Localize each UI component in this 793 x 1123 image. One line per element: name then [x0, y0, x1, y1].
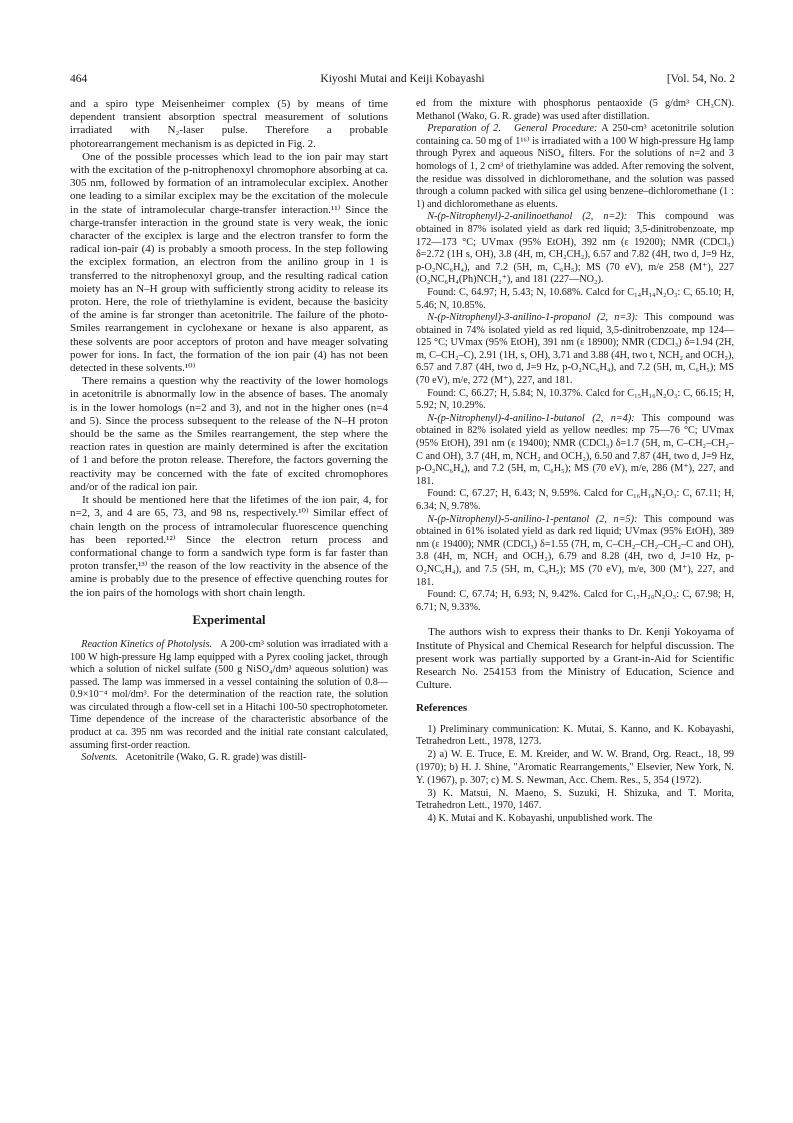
reference-item: 4) K. Mutai and K. Kobayashi, unpublished work. The — [427, 813, 653, 825]
preparation-title: Preparation of 2. — [427, 123, 501, 135]
compound-title: N-(p-Nitrophenyl)-4-anilino-1-butanol (2, n=4): — [427, 412, 635, 424]
reference-item: 1) Preliminary communication: K. Mutai, S. Kanno, and K. Kobayashi, Tetrahedron Lett., 1978, 1273. — [416, 723, 734, 748]
left-column — [70, 98, 388, 765]
paragraph: It should be mentioned here that the lifetimes of the ion pair, 4, for n=2, 3, and 4 are 65, 73, and 98 ns, respectively.¹⁰⁾ Similar effect of chain length on the process of intramolecular fluorescence quenching has been reported.¹²⁾ Since the electron return process and conformational change to form a sandwich type form is far faster than proton transfer,¹³⁾ the reason of the low reactivity in the absence of the amine is probably due to the presence of effective quenching routes for the ion pairs of the homologs with short chain length. — [70, 494, 388, 599]
volume-info: [Vol. 54, No. 2 — [666, 73, 735, 85]
compound-entry — [416, 514, 734, 590]
compound-entry — [416, 211, 734, 287]
paragraph: There remains a question why the reactivity of the lower homologs in acetonitrile is abnormally low in the absence of bases. The anomaly is in the lower homologs (n=2 and 3), and not in the higher ones (n=4 and 5). Since the process subsequent to the release of the N–H proton should be the same as the Smiles rearrangement, the step where the reaction rates in question are mainly determined is after the excitation of 1 and before the proton release. Therefore, the factors governing the reactivity may be concerned with the fate of excited chromophores and/or of the radical ion pair. — [70, 375, 388, 493]
compound-text: This compound was obtained in 82% isolated yield as yellow needles: mp 75—76 °C; UVmax (95% EtOH), 391 nm (ε 19400); NMR (CDCl₃) δ=1.7 (5H, m, C–CH₂–CH₂–C and OH), 3.7 (4H, m, NCH₂ and OCH₂), 6.50 and 7.87 (4H, two d, J=9 Hz, p-O₂NC₆H₄), and 7.2 (5H, m, C₆H₅); MS (70 eV), m/e, 286 (M⁺), 227, and 181. — [416, 412, 734, 487]
compound-text: This compound was obtained in 87% isolated yield as dark red liquid; 3,5-dinitrobenzoate, mp 172—173 °C; UVmax (95% EtOH), 392 nm (ε 19200); NMR (CDCl₃) δ=2.72 (1H s, OH), 3.8 (4H, m, CH₂CH₂), 6.57 and 7.82 (4H, two d, J=9 Hz, p-O₂NC₆H₄), and 7.2 (5H, m, C₆H₅); MS (70 eV), m/e 258 (M⁺), 227 (O₂NC₆H₄(Ph)NCH₂⁺), and 181 (227—NO₂). — [416, 211, 734, 286]
compound-text: This compound was obtained in 61% isolated yield as dark red liquid; UVmax (95% EtOH), 389 nm (ε 19400); NMR (CDCl₃) δ=1.55 (7H, m, C–CH₂–CH₂–CH₂–C and OH), 3.8 (4H, m, NCH₂ and OCH₂), 6.79 and 8.28 (4H, two d, J=10 Hz, p-O₂NC₆H₄), and 7.5 (5H, m, C₆H₅); MS (70 eV), m/e, 300 (M⁺), 227, and 181. — [416, 513, 734, 588]
solvents-title: Solvents. — [81, 752, 118, 764]
analysis-found: Found: C, 67.74; H, 6.93; N, 9.42%. Calcd for C₁₇H₂₀N₂O₃: C, 67.98; H, 6.71; N, 9.33%. — [416, 589, 734, 613]
kinetics-paragraph — [70, 639, 388, 752]
analysis-found: Found: C, 64.97; H, 5.43; N, 10.68%. Calcd for C₁₄H₁₄N₂O₃: C, 65.10; H, 5.46; N, 10.85%. — [416, 286, 734, 311]
paragraph: and a spiro type Meisenheimer complex (5) by means of time dependent transient absorption spectral measurement of solutions irradiated with N₂-laser pulse. Therefore a probable photorearrangement mechanism is as depicted in Fig. 2. — [70, 98, 388, 150]
kinetics-title: Reaction Kinetics of Photolysis. — [81, 638, 212, 650]
compound-entry — [416, 312, 734, 388]
running-header — [70, 73, 735, 89]
solvents-continued: ed from the mixture with phosphorus pentaoxide (5 g/dm³ CH₃CN). Methanol (Wako, G. R. grade) was used after distillation. — [416, 98, 734, 122]
compound-text: This compound was obtained in 74% isolated yield as red liquid, 3,5-dinitrobenzoate, mp 124—125 °C; UVmax (95% EtOH), 391 nm (ε 18900); NMR (CDCl₃) δ=1.94 (2H, m, C–CH₂–C), 2.91 (1H, s, OH), 3.71 and 3.88 (4H, two t, NCH₂ and OCH₂), 6.57 and 7.87 (4H, two d, J=9 Hz, p-O₂NC₆H₄), and 7.2 (5H, m, C₆H₅); MS (70 eV), m/e, 272 (M⁺), 227, and 181. — [416, 312, 734, 387]
running-authors: Kiyoshi Mutai and Keiji Kobayashi — [320, 73, 485, 85]
solvents-paragraph — [70, 752, 388, 765]
compound-title: N-(p-Nitrophenyl)-2-anilinoethanol (2, n=2): — [427, 211, 628, 223]
reference-item: 2) a) W. E. Truce, E. M. Kreider, and W. W. Brand, Org. React., 18, 99 (1970); b) H. J. Shine, "Aromatic Rearrangements," Elsevier, New York, N. Y. (1967), p. 307; c) M. S. Newman, Acc. Chem. Res., 5, 354 (1972). — [416, 749, 734, 786]
preparation-text: A 250-cm³ acetonitrile solution containing ca. 50 mg of 1¹⁶⁾ is irradiated with a 100 W high-pressure Hg lamp through Pyrex and aqueous NiSO₄ filters. For the solutions of n=2 and 3 homologs of 1, 2 cm³ of triethylamine was added. After removing the solvent, the residue was dissolved in dichloromethane, and the solution was passed through a column packed with silica gel using benzene–dichloromethane (1 : 1) and dichloromethane as eluents. — [416, 123, 734, 210]
analysis-found: Found: C, 66.27; H, 5.84; N, 10.37%. Calcd for C₁₅H₁₆N₂O₃: C, 66.15; H, 5.92; N, 10.29%. — [416, 387, 734, 412]
paragraph: One of the possible processes which lead to the ion pair may start with the excitation of the p-nitrophenoxyl chromophore absorbing at ca. 305 nm, followed by formation of an intramolecular exciplex. Another one leading to a similar exciplex may be the excitation of the molecule in the state of intramolecular charge-transfer interaction.¹¹⁾ Since the charge-transfer interaction in the ground state is very weak, the ionic character of the exciplex is large and the electron transfer to form the radical ion-pair (4) is probably a smooth process. In the step following the exciplex formation, an electron from the anilino group in 1 is transferred to the nitrophenoxyl group, and the resulting radical cation moiety has an N–H group with sufficiently strong acidity to release its proton. Here, the role of triethylamine is evident, because the basicity of the amine is far stronger than acetonitrile. The failure of the photo-Smiles rearrangement in cyclohexane or hexane is also apparent, as these solvents are poor acceptors of proton and have meager solvating power for ions. In fact, the formation of the ion pair (4) has not been detected in these solvents.¹⁰⁾ — [70, 150, 388, 375]
experimental-heading: Experimental — [192, 612, 266, 627]
page-number: 464 — [70, 73, 88, 85]
kinetics-text: A 200-cm³ solution was irradiated with a 100 W high-pressure Hg lamp equipped with a Pyrex cooling jacket, through which a solution of nickel sulfate (500 g NiSO₄/dm³ aqueous solution) was passed. The lamp was immersed in a vessel containing the solution of 0.8—0.9×10⁻⁴ mol/dm³. For the determination of the reaction rate, the solution was circulated through a flow-cell set in a Hitachi 100-50 spectrophotometer. Time dependence of the increase of the characteristic absorbance of the product at ca. 395 nm was recorded and the initial rate constant calculated, assuming first-order reaction. — [70, 638, 389, 751]
acknowledgement: The authors wish to express their thanks to Dr. Kenji Yokoyama of Institute of Physical and Chemical Research for helpful discussion. The present work was partially supported by a Grant-in-Aid for Scientific Research No. 254153 from the Ministry of Education, Science and Culture. — [416, 626, 734, 692]
preparation-paragraph — [416, 123, 734, 211]
compound-title: N-(p-Nitrophenyl)-3-anilino-1-propanol (2, n=3): — [427, 312, 639, 324]
right-column — [416, 98, 734, 826]
reference-item: 3) K. Matsui, N. Maeno, S. Suzuki, H. Shizuka, and T. Morita, Tetrahedron Lett., 1970, 1467. — [416, 787, 734, 812]
references-heading: References — [416, 702, 468, 715]
analysis-found: Found: C, 67.27; H, 6.43; N, 9.59%. Calcd for C₁₆H₁₈N₂O₃: C, 67.11; H, 6.34; N, 9.78%. — [416, 488, 734, 512]
solvents-text: Acetonitrile (Wako, G. R. grade) was distill- — [125, 752, 307, 764]
compound-entry — [416, 413, 734, 489]
compound-title: N-(p-Nitrophenyl)-5-anilino-1-pentanol (2, n=5): — [427, 513, 638, 525]
preparation-subtitle: General Procedure: — [514, 123, 598, 135]
